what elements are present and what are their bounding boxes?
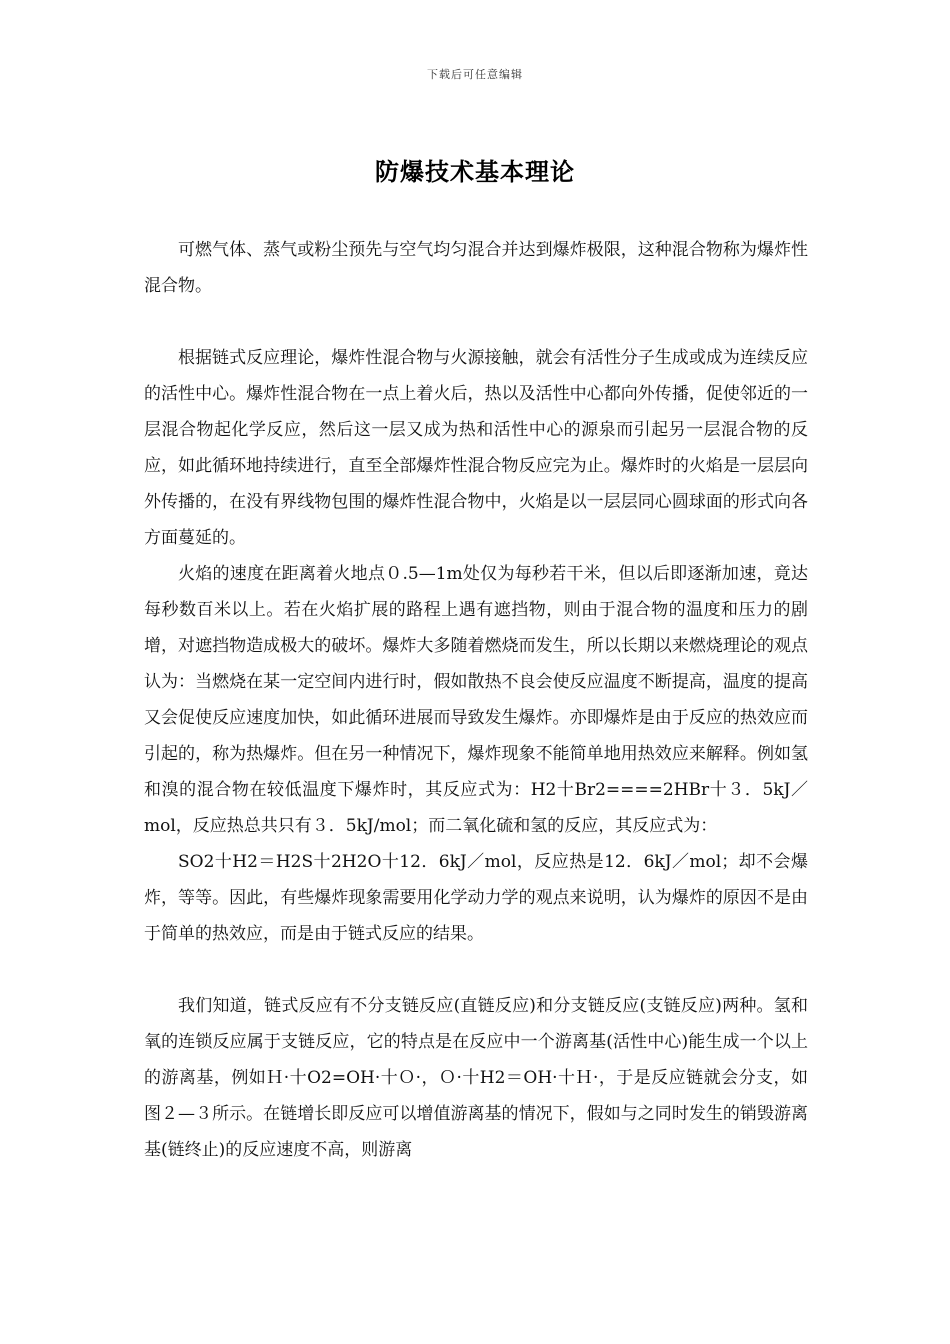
paragraph-branch-chain: 我们知道，链式反应有不分支链反应(直链反应)和分支链反应(支链反应)两种。氢和氧的连锁反应属于支链反应，它的特点是在反应中一个游离基(活性中心)能生成一个以上的游离基，例如Ｈ·十O2=OH·十Ｏ·，Ｏ·十H2＝OH·十Ｈ·，于是反应链就会分支，如图２—３所示。在链增长即反应可以增值游离基的情况下，假如与之同时发生的销毁游离基(链终止)的反应速度不高，则游离 bbox=[144, 996, 808, 1160]
paragraph-so2-reaction: SO2十H2＝H2S十2H2O十12．6kJ／mol，反应热是12．6kJ／mol；却不会爆炸，等等。因此，有些爆炸现象需要用化学动力学的观点来说明，认为爆炸的原因不是由于简单的热效应，而是由于链式反应的结果。 bbox=[144, 852, 808, 944]
document-body bbox=[144, 232, 808, 1168]
paragraph-flame-speed: 火焰的速度在距离着火地点０.5—1m处仅为每秒若干米，但以后即逐渐加速，竟达每秒数百米以上。若在火焰扩展的路程上遇有遮挡物，则由于混合物的温度和压力的剧增，对遮挡物造成极大的破坏。爆炸大多随着燃烧而发生，所以长期以来燃烧理论的观点认为：当燃烧在某一定空间内进行时，假如散热不良会使反应温度不断提高，温度的提高又会促使反应速度加快，如此循环进展而导致发生爆炸。亦即爆炸是由于反应的热效应而引起的，称为热爆炸。但在另一种情况下，爆炸现象不能简单地用热效应来解释。例如氢和溴的混合物在较低温度下爆炸时，其反应式为：H2十Br2====2HBr十３．5kJ／mol，反应热总共只有３．5kJ/mol；而二氧化硫和氢的反应，其反应式为： bbox=[144, 564, 808, 836]
header-note: 下载后可任意编辑 bbox=[427, 68, 523, 81]
page-title: 防爆技术基本理论 bbox=[375, 157, 575, 186]
paragraph-chain-theory: 根据链式反应理论，爆炸性混合物与火源接触，就会有活性分子生成或成为连续反应的活性中心。爆炸性混合物在一点上着火后，热以及活性中心都向外传播，促使邻近的一层混合物起化学反应，然后这一层又成为热和活性中心的源泉而引起另一层混合物的反应，如此循环地持续进行，直至全部爆炸性混合物反应完为止。爆炸时的火焰是一层层向外传播的，在没有界线物包围的爆炸性混合物中，火焰是以一层层同心圆球面的形式向各方面蔓延的。 bbox=[144, 348, 808, 548]
paragraph-definition: 可燃气体、蒸气或粉尘预先与空气均匀混合并达到爆炸极限，这种混合物称为爆炸性混合物。 bbox=[144, 240, 808, 296]
paragraph-spacer bbox=[144, 304, 808, 340]
paragraph-spacer bbox=[144, 952, 808, 988]
